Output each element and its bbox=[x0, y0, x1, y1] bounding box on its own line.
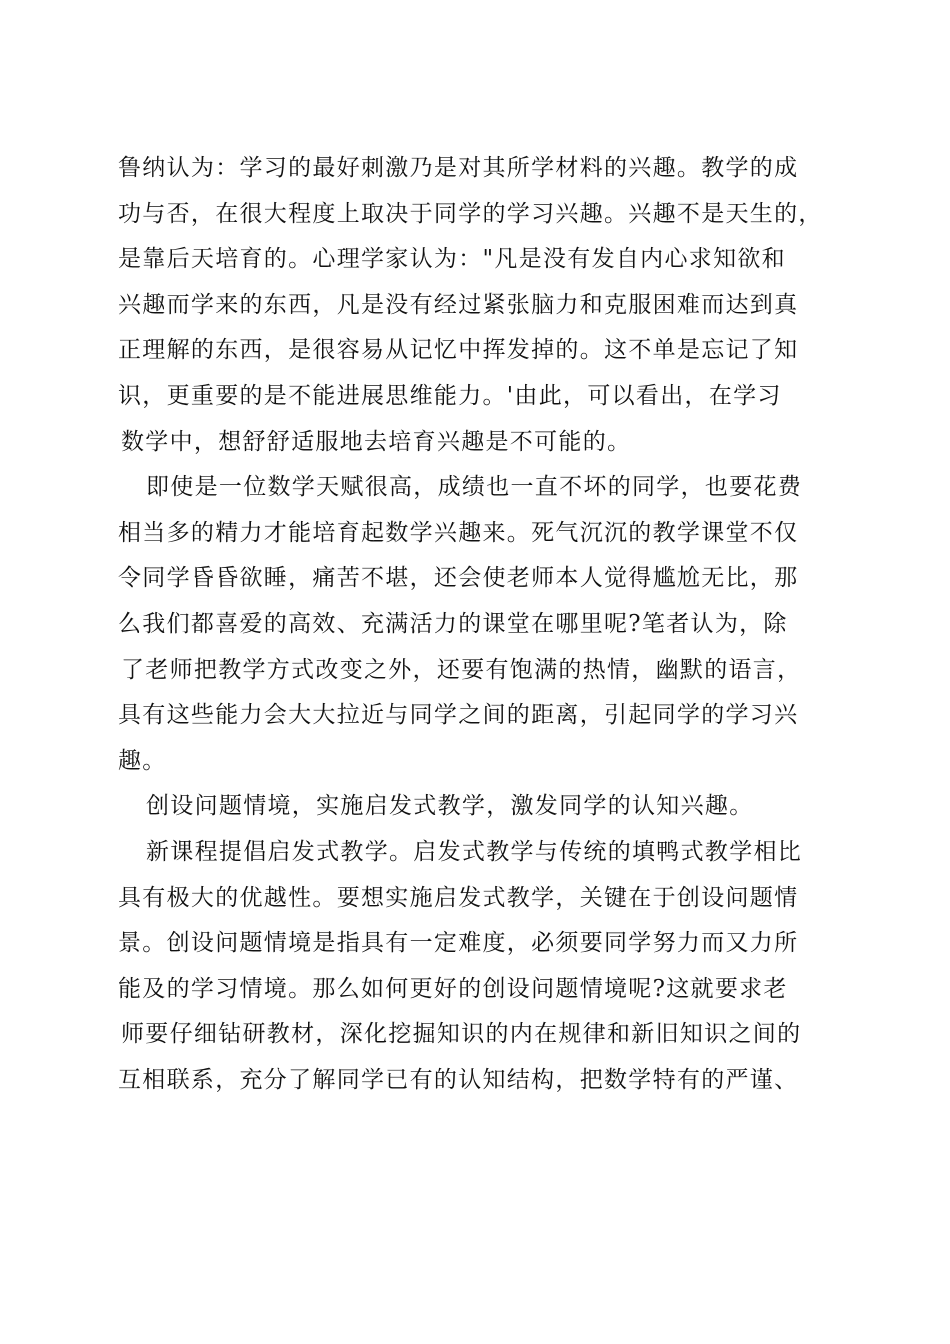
section-heading-line: 创设问题情境，实施启发式教学，激发同学的认知兴趣。 bbox=[146, 793, 754, 820]
text-line-20: 师要仔细钻研教材，深化挖掘知识的内在规律和新旧知识之间的 bbox=[121, 1021, 802, 1048]
text-line-7: 数学中，想舒舒适服地去培育兴趣是不可能的。 bbox=[121, 428, 632, 455]
text-line-12: 了老师把教学方式改变之外，还要有饱满的热情，幽默的语言， bbox=[121, 656, 802, 683]
paragraph-start-line-16: 新课程提倡启发式教学。启发式教学与传统的填鸭式教学相比 bbox=[146, 838, 803, 865]
text-line-10: 令同学昏昏欲睡，痛苦不堪，还会使老师本人觉得尴尬无比，那 bbox=[118, 565, 799, 592]
text-line-11: 么我们都喜爱的高效、充满活力的课堂在哪里呢?笔者认为，除 bbox=[118, 610, 788, 637]
text-line-4: 兴趣而学来的东西，凡是没有经过紧张脑力和克服困难而达到真 bbox=[118, 291, 799, 318]
text-line-18: 景。创设问题情境是指具有一定难度，必须要同学努力而又力所 bbox=[118, 930, 799, 957]
text-line-9: 相当多的精力才能培育起数学兴趣来。死气沉沉的教学课堂不仅 bbox=[118, 519, 799, 546]
text-line-1: 鲁纳认为：学习的最好刺激乃是对其所学材料的兴趣。教学的成 bbox=[118, 155, 799, 181]
text-line-5: 正理解的东西，是很容易从记忆中挥发掉的。这不单是忘记了知 bbox=[118, 337, 799, 364]
text-line-17: 具有极大的优越性。要想实施启发式教学，关键在于创设问题情 bbox=[118, 884, 799, 911]
document-body bbox=[118, 146, 842, 1103]
text-line-21: 互相联系，充分了解同学已有的认知结构，把数学特有的严谨、 bbox=[118, 1066, 799, 1093]
paragraph-start-line-8: 即使是一位数学天赋很高，成绩也一直不坏的同学，也要花费 bbox=[146, 474, 803, 501]
text-line-13: 具有这些能力会大大拉近与同学之间的距离，引起同学的学习兴 bbox=[118, 702, 799, 729]
text-line-19: 能及的学习情境。那么如何更好的创设问题情境呢?这就要求老 bbox=[118, 975, 788, 1002]
text-line-6: 识，更重要的是不能进展思维能力。'由此，可以看出，在学习 bbox=[118, 382, 782, 409]
text-line-3: 是靠后天培育的。心理学家认为："凡是没有发自内心求知欲和 bbox=[118, 246, 786, 273]
text-line-14: 趣。 bbox=[118, 747, 167, 774]
text-line-2: 功与否，在很大程度上取决于同学的学习兴趣。兴趣不是天生的， bbox=[118, 200, 823, 227]
